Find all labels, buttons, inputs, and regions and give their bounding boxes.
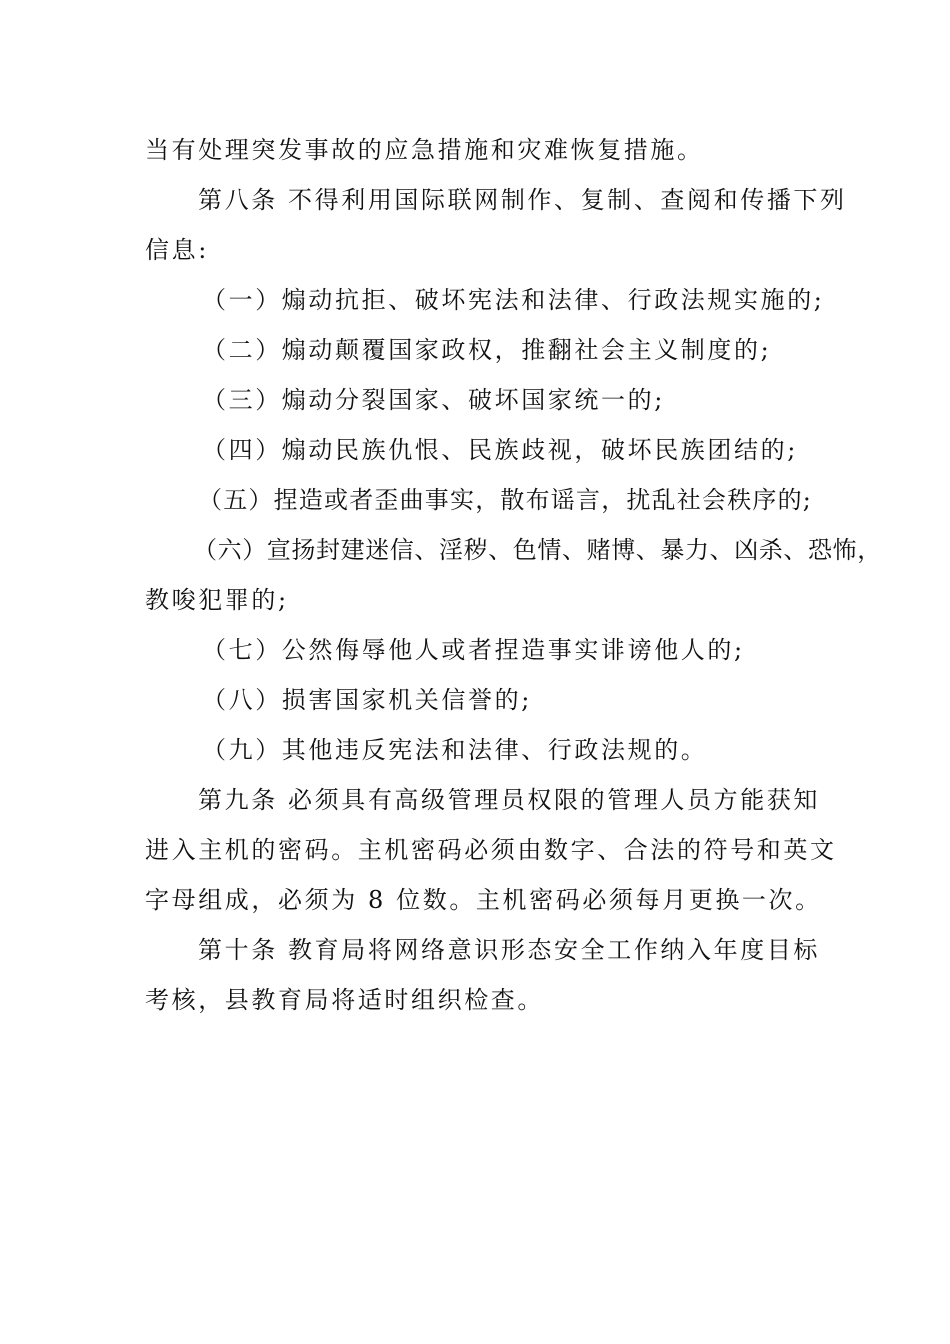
list-item: （七）公然侮辱他人或者捏造事实诽谤他人的; xyxy=(202,636,745,664)
article-8-heading-line: 第八条 不得利用国际联网制作、复制、查阅和传播下列 xyxy=(198,186,847,214)
article-10-heading-line: 第十条 教育局将网络意识形态安全工作纳入年度目标 xyxy=(198,936,821,964)
paragraph-line: 当有处理突发事故的应急措施和灾难恢复措施。 xyxy=(145,136,704,164)
list-item: （八）损害国家机关信誉的; xyxy=(202,686,532,714)
article-9-heading-line: 第九条 必须具有高级管理员权限的管理人员方能获知 xyxy=(198,786,821,814)
list-item: （五）捏造或者歪曲事实，散布谣言，扰乱社会秩序的; xyxy=(198,486,813,514)
paragraph-line: 信息: xyxy=(145,236,209,264)
list-item-continuation: 教唆犯罪的; xyxy=(145,586,289,614)
paragraph-line: 考核，县教育局将适时组织检查。 xyxy=(145,986,544,1014)
list-item: （二）煽动颠覆国家政权，推翻社会主义制度的; xyxy=(202,336,772,364)
list-item: （一）煽动抗拒、破坏宪法和法律、行政法规实施的; xyxy=(202,286,825,314)
paragraph-line: 进入主机的密码。主机密码必须由数字、合法的符号和英文 xyxy=(145,836,837,864)
paragraph-line: 字母组成，必须为 8 位数。主机密码必须每月更换一次。 xyxy=(145,886,822,914)
list-item: （九）其他违反宪法和法律、行政法规的。 xyxy=(202,736,708,764)
list-item: （三）煽动分裂国家、破坏国家统一的; xyxy=(202,386,665,414)
list-item: （四）煽动民族仇恨、民族歧视，破坏民族团结的; xyxy=(202,436,798,464)
list-item: （六）宣扬封建迷信、淫秽、色情、赌博、暴力、凶杀、恐怖， xyxy=(193,536,882,564)
